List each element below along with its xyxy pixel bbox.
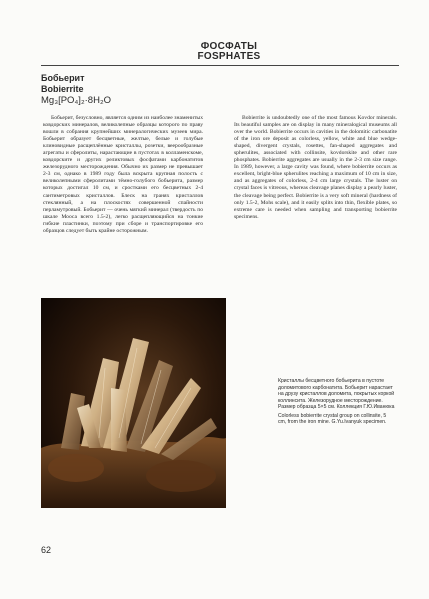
header-divider <box>41 65 399 66</box>
caption-ru: Кристаллы бесцветного бобьерита в пустоте доломитового карбонатита. Бобьерит нарастает на друзу кристаллов доломита, покрытых коркой коллинсита. Железорудное месторождение. Размер образца 5×5 см. Коллекция Г.Ю.Иванюка <box>278 378 395 410</box>
mineral-name-en: Bobierrite <box>41 84 84 94</box>
section-heading <box>173 42 285 62</box>
mineral-formula: Mg₃[PO₄]₂·8H₂O <box>41 95 112 106</box>
mineral-title-block <box>41 73 111 106</box>
article-text-ru: Бобьерит, безусловно, является одним из наиболее знаменитых ковдорских минералов, великолепные образцы которого по праву вошли в собрания крупнейших минералогических музеев мира. Бобьерит образует бесцветные, желтые, белые и голубые клиновидные расщеплённые кристаллы, розетки, веерообразные агрегаты и сферолиты, нарастающие в пустотах в колламенскоме, ковдорските и других реликтовых фосфатами карбонатитов железорудного месторождения. Обычно их размер не превышает 2-3 см, однако в 1989 году была вскрыта крупная полость с великолепными сферолитами тёмно-голубого бобьерита, размер которых достигал 10 см, и сростками его бесцветных 2-4 сантиметровых кристаллов. Блеск на гранях кристаллов стеклянный, а на плоскостях совершенной спайности перламутровый. Бобьерит — очень мягкий минерал (твердость по шкале Мооса всего 1.5-2), легко расщепляющийся на тонкие гибкие пластинки, поэтому при сборе и транспортировке его образцов следует быть крайне осторожным. <box>43 115 203 234</box>
photo-caption <box>278 378 395 428</box>
page-number: 62 <box>41 545 52 555</box>
section-title-en: FOSPHATES <box>197 51 261 62</box>
section-title-ru: ФОСФАТЫ <box>200 41 258 52</box>
mineral-name-ru: Бобьерит <box>41 73 85 83</box>
article-text-en: Bobierrite is undoubtedly one of the most famous Kovdor minerals. Its beautiful samples are on display in many mineralogical museums all over the world. Bobierrite occurs in cavities in the dolomitic carbonatite of the iron ore deposit as colorless, yellow, white and blue wedge-shaped, divergent crystals, rosettes, fan-shaped aggregates and spherulites, associated with collinsite, kovdorskite and other rare phosphates. Bobierrite aggregates are usually in the 2-3 cm size range. In 1989, however, a large cavity was found, where bobierrite occurs as excellent, bright-blue spherulites reaching a maximum of 10 cm in size, and as aggregates of colorless, 2-4 cm large crystals. The luster on crystal faces is vitreous, whereas cleavage planes display a pearly luster, the cleavage being perfect. Bobierrite is a very soft mineral (hardness of only 1.5-2, Mohs scale), and it easily splits into thin, flexible plates, so extreme care is needed when sampling and transporting bobierrite specimens. <box>234 115 397 220</box>
bobierrite-crystal-photo <box>41 298 226 508</box>
caption-en: Colorless bobierrite crystal group on collinsite, 5 cm, from the iron mine. G.Yu.Ivanyuk specimen. <box>278 412 387 425</box>
